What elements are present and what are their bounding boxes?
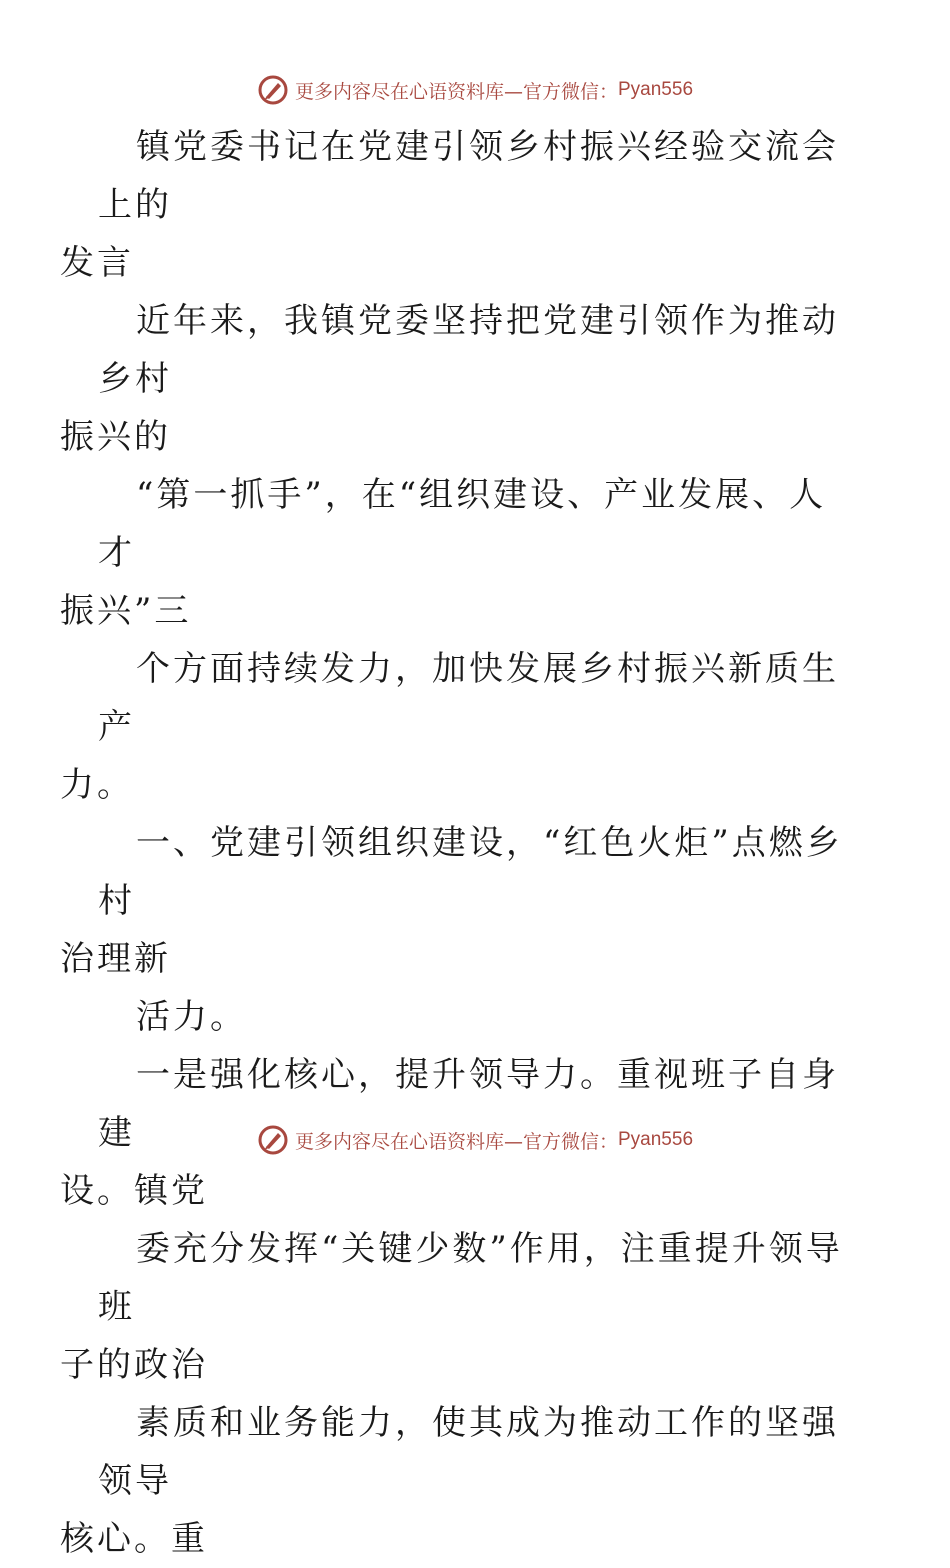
paragraph-line [60, 118, 858, 292]
line-first: 活力。 [136, 997, 247, 1037]
pen-logo-icon [257, 1124, 289, 1156]
paragraph-line [98, 988, 858, 1046]
watermark-text: 更多内容尽在心语资料库—官方微信： [294, 1130, 618, 1153]
paragraph-line [60, 640, 858, 814]
document-body [60, 118, 858, 1568]
line-first: 素质和业务能力，使其成为推动工作的坚强领导 [98, 1403, 839, 1501]
line-rest: 子的政治 [60, 1345, 208, 1385]
line-rest: 设。镇党 [60, 1171, 208, 1211]
line-first: 一、党建引领组织建设，“红色火炬”点燃乡村 [98, 823, 843, 921]
paragraph-line [60, 814, 858, 988]
watermark-wechat-id: Pyan556 [618, 79, 694, 100]
paragraph-line [60, 292, 858, 466]
line-first: 近年来，我镇党委坚持把党建引领作为推动乡村 [98, 301, 839, 399]
watermark-wechat-id: Pyan556 [618, 1129, 694, 1150]
header-watermark [0, 72, 950, 108]
paragraph-line [60, 1220, 858, 1394]
watermark-text: 更多内容尽在心语资料库—官方微信： [294, 80, 618, 103]
line-first: “第一抓手”，在“组织建设、产业发展、人才 [98, 475, 827, 573]
line-rest: 治理新 [60, 939, 171, 979]
paragraph-line [60, 1394, 858, 1568]
paragraph-line [60, 466, 858, 640]
line-rest: 振兴”三 [60, 591, 192, 631]
line-first: 镇党委书记在党建引领乡村振兴经验交流会上的 [98, 127, 839, 225]
line-rest: 核心。重 [60, 1519, 208, 1559]
line-first: 委充分发挥“关键少数”作用，注重提升领导班 [98, 1229, 843, 1327]
pen-logo-icon [257, 74, 289, 106]
line-first: 个方面持续发力，加快发展乡村振兴新质生产 [98, 649, 839, 747]
line-rest: 发言 [60, 243, 134, 283]
line-rest: 力。 [60, 765, 134, 805]
footer-watermark [0, 1122, 950, 1158]
line-rest: 振兴的 [60, 417, 171, 457]
line-first: 一是强化核心，提升领导力。重视班子自身建 [98, 1055, 839, 1153]
